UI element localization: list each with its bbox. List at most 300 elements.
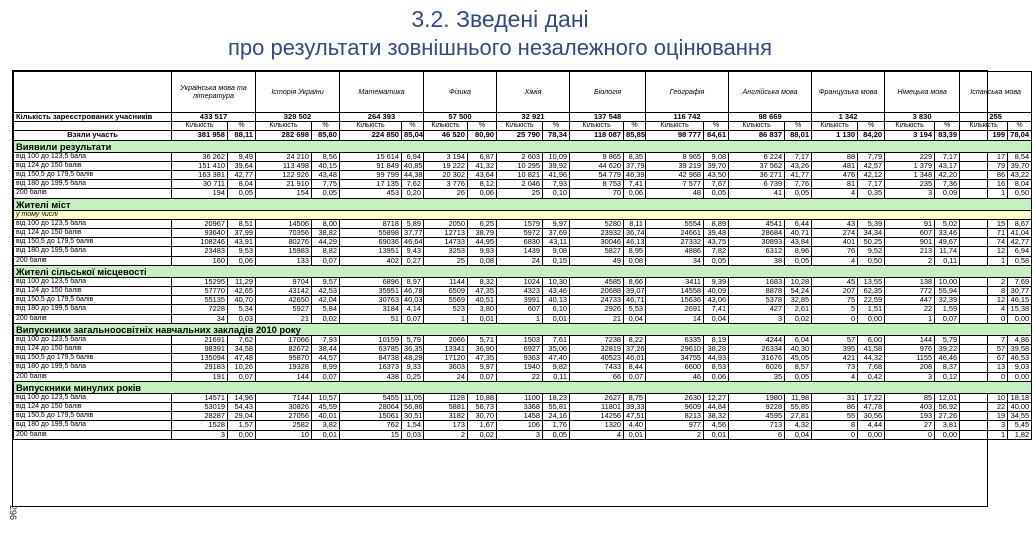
score-cell: 0,03 — [402, 430, 424, 439]
score-cell: 6312 — [729, 247, 785, 256]
took-part-cell: 84,20 — [858, 131, 885, 140]
score-cell: 8,67 — [1008, 219, 1032, 228]
score-cell: 3 — [885, 189, 935, 198]
subject-header: Біологія — [570, 72, 646, 113]
score-cell: 1155 — [885, 354, 935, 363]
score-cell: 42,77 — [228, 171, 256, 180]
score-cell: 0,01 — [624, 430, 646, 439]
score-cell: 2066 — [424, 335, 468, 344]
score-cell: 39,07 — [624, 287, 646, 296]
score-cell: 51 — [340, 314, 402, 323]
score-cell: 34,55 — [1008, 412, 1032, 421]
score-cell: 9,43 — [402, 247, 424, 256]
score-cell: 0,02 — [468, 430, 497, 439]
took-part-cell: 98 777 — [646, 131, 704, 140]
score-cell: 0 — [812, 314, 858, 323]
score-cell: 213 — [885, 247, 935, 256]
score-range-label: від 150,5 до 179,5 балів — [14, 412, 172, 421]
score-cell: 85 — [885, 393, 935, 402]
score-cell: 43,46 — [543, 287, 570, 296]
score-cell: 27,26 — [935, 412, 960, 421]
score-cell: 1320 — [570, 421, 624, 430]
score-cell: 32,85 — [785, 296, 812, 305]
score-cell: 144 — [256, 372, 312, 381]
score-range-label: 200 балів — [14, 256, 172, 265]
score-cell: 0,25 — [402, 372, 424, 381]
score-cell: 6,94 — [402, 152, 424, 161]
score-cell: 23483 — [172, 247, 228, 256]
score-cell: 55,94 — [935, 287, 960, 296]
score-cell: 84738 — [340, 354, 402, 363]
score-cell: 0,00 — [858, 430, 885, 439]
score-cell: 8,22 — [624, 335, 646, 344]
score-cell: 25 — [497, 189, 543, 198]
score-cell: 36,35 — [402, 345, 424, 354]
percent-header: % — [704, 122, 729, 131]
score-cell: 26334 — [729, 345, 785, 354]
score-row — [14, 189, 1032, 198]
score-cell: 44,57 — [312, 354, 340, 363]
score-cell: 10 — [960, 393, 1008, 402]
score-cell: 27 — [885, 421, 935, 430]
score-cell: 1 — [960, 256, 1008, 265]
registered-value: 57 500 — [424, 113, 497, 122]
score-cell: 7,62 — [402, 180, 424, 189]
score-cell: 19 — [960, 412, 1008, 421]
score-cell: 22 — [960, 403, 1008, 412]
registered-value: 264 393 — [340, 113, 424, 122]
score-cell: 43 — [812, 219, 858, 228]
score-cell: 44,29 — [312, 238, 340, 247]
score-cell: 55898 — [340, 229, 402, 238]
score-cell: 0,58 — [1008, 256, 1032, 265]
score-cell: 0,04 — [704, 314, 729, 323]
score-cell: 0 — [960, 314, 1008, 323]
score-cell: 3 — [960, 421, 1008, 430]
subject-header: Іспанська мова — [960, 72, 1032, 113]
score-cell: 8,97 — [402, 277, 424, 286]
score-cell: 7,68 — [858, 363, 885, 372]
score-row — [14, 363, 1032, 372]
registered-value: 1 342 — [812, 113, 885, 122]
score-cell: 2 — [646, 430, 704, 439]
score-cell: 55 — [812, 412, 858, 421]
score-cell: 42650 — [256, 296, 312, 305]
score-cell: 1 379 — [885, 161, 935, 170]
score-cell: 6,94 — [1008, 247, 1032, 256]
score-cell: 0,05 — [704, 256, 729, 265]
score-cell: 30,70 — [468, 412, 497, 421]
score-cell: 12 — [960, 247, 1008, 256]
score-cell: 5,34 — [228, 305, 256, 314]
score-cell: 5,89 — [402, 219, 424, 228]
count-header: Кількість — [646, 122, 704, 131]
score-cell: 6,87 — [468, 152, 497, 161]
score-cell: 0,11 — [935, 256, 960, 265]
score-cell: 42,04 — [312, 296, 340, 305]
score-cell: 39,48 — [704, 229, 729, 238]
subject-header: Хімія — [497, 72, 570, 113]
score-range-label: від 100 до 123,5 бала — [14, 152, 172, 161]
score-cell: 39,70 — [704, 161, 729, 170]
score-cell: 36,90 — [468, 345, 497, 354]
score-cell: 70356 — [256, 229, 312, 238]
score-cell: 14256 — [570, 412, 624, 421]
score-cell: 49 — [570, 256, 624, 265]
section-header-row — [14, 323, 1032, 335]
score-cell: 40,15 — [312, 161, 340, 170]
score-cell: 29,04 — [228, 412, 256, 421]
score-cell: 46,39 — [624, 171, 646, 180]
score-cell: 13 — [960, 363, 1008, 372]
score-cell: 10,26 — [228, 363, 256, 372]
score-cell: 86 — [812, 403, 858, 412]
score-cell: 6,00 — [858, 335, 885, 344]
score-cell: 15636 — [646, 296, 704, 305]
score-cell: 14571 — [172, 393, 228, 402]
score-cell: 229 — [885, 152, 935, 161]
score-cell: 0 — [960, 372, 1008, 381]
score-cell: 47,35 — [468, 287, 497, 296]
score-cell: 4,32 — [785, 421, 812, 430]
score-cell: 40,51 — [468, 296, 497, 305]
score-cell: 0,00 — [228, 430, 256, 439]
score-cell: 14733 — [424, 238, 468, 247]
score-cell: 6896 — [340, 277, 402, 286]
score-cell: 38,44 — [312, 345, 340, 354]
score-cell: 0,05 — [785, 189, 812, 198]
score-cell: 4323 — [497, 287, 543, 296]
score-cell: 0,27 — [402, 256, 424, 265]
score-cell: 33,46 — [935, 229, 960, 238]
score-cell: 3411 — [646, 277, 704, 286]
score-cell: 26 — [424, 189, 468, 198]
score-cell: 9,97 — [543, 219, 570, 228]
page-number — [6, 505, 18, 523]
score-cell: 453 — [340, 189, 402, 198]
registered-value: 32 921 — [497, 113, 570, 122]
took-part-cell: 83,39 — [935, 131, 960, 140]
score-cell: 0,01 — [704, 430, 729, 439]
score-cell: 2691 — [646, 305, 704, 314]
score-cell: 5,71 — [468, 335, 497, 344]
score-cell: 154 — [256, 189, 312, 198]
count-header: Кількість — [812, 122, 858, 131]
score-cell: 39,58 — [1008, 345, 1032, 354]
score-cell: 46,78 — [402, 287, 424, 296]
score-range-label: 200 балів — [14, 314, 172, 323]
score-cell: 1 — [960, 189, 1008, 198]
score-cell: 7,17 — [858, 180, 885, 189]
score-row — [14, 247, 1032, 256]
score-cell: 0,50 — [1008, 189, 1032, 198]
score-cell: 5,84 — [312, 305, 340, 314]
score-cell: 15061 — [340, 412, 402, 421]
score-cell: 22,59 — [858, 296, 885, 305]
score-range-label: від 100 до 123,5 бала — [14, 219, 172, 228]
score-cell: 36,74 — [624, 229, 646, 238]
score-cell: 9363 — [497, 354, 543, 363]
score-cell: 10 821 — [497, 171, 543, 180]
score-cell: 481 — [812, 161, 858, 170]
score-cell: 40,01 — [312, 412, 340, 421]
score-cell: 191 — [172, 372, 228, 381]
score-range-label: 200 балів — [14, 430, 172, 439]
score-cell: 762 — [340, 421, 402, 430]
score-cell: 57 — [812, 335, 858, 344]
score-cell: 6,44 — [785, 219, 812, 228]
score-cell: 45,59 — [312, 403, 340, 412]
score-cell: 8,32 — [468, 277, 497, 286]
score-cell: 3 — [729, 314, 785, 323]
score-cell: 0,07 — [312, 372, 340, 381]
score-cell: 6026 — [729, 363, 785, 372]
section-header-row — [14, 381, 1032, 393]
took-part-cell: 282 698 — [256, 131, 312, 140]
score-cell: 79 — [960, 161, 1008, 170]
score-cell: 49,67 — [935, 238, 960, 247]
score-cell: 2627 — [570, 393, 624, 402]
score-range-label: від 180 до 199,5 бала — [14, 247, 172, 256]
score-cell: 34,58 — [228, 345, 256, 354]
score-cell: 1528 — [172, 421, 228, 430]
score-cell: 11,98 — [785, 393, 812, 402]
score-cell: 194 — [172, 189, 228, 198]
score-cell: 43,26 — [785, 161, 812, 170]
score-cell: 24,16 — [543, 412, 570, 421]
score-cell: 12 — [960, 296, 1008, 305]
percent-header: % — [543, 122, 570, 131]
score-cell: 2 — [424, 430, 468, 439]
score-cell: 0,08 — [624, 256, 646, 265]
score-cell: 0,05 — [228, 189, 256, 198]
took-part-cell: 84,61 — [704, 131, 729, 140]
score-cell: 9,49 — [228, 152, 256, 161]
score-cell: 35 — [729, 372, 785, 381]
score-cell: 3182 — [424, 412, 468, 421]
score-cell: 8,82 — [312, 247, 340, 256]
score-cell: 12,01 — [935, 393, 960, 402]
score-cell: 50,25 — [858, 238, 885, 247]
score-range-label: від 124 до 150 балів — [14, 229, 172, 238]
score-cell: 21691 — [172, 335, 228, 344]
took-part-cell: 85,80 — [312, 131, 340, 140]
score-cell: 28287 — [172, 412, 228, 421]
score-cell: 138 — [885, 277, 935, 286]
score-cell: 108246 — [172, 238, 228, 247]
score-cell: 62,35 — [858, 287, 885, 296]
header-corner — [14, 72, 172, 113]
score-cell: 21 — [256, 314, 312, 323]
score-cell: 31 — [812, 393, 858, 402]
took-part-cell: 78,04 — [1008, 131, 1032, 140]
score-cell: 607 — [885, 229, 935, 238]
score-cell: 43,06 — [704, 296, 729, 305]
score-cell: 427 — [729, 305, 785, 314]
score-range-label: від 124 до 150 балів — [14, 287, 172, 296]
score-cell: 34 — [646, 256, 704, 265]
score-cell: 38,28 — [704, 345, 729, 354]
score-cell: 5,45 — [1008, 421, 1032, 430]
score-cell: 235 — [885, 180, 935, 189]
score-cell: 5569 — [424, 296, 468, 305]
score-cell: 0,11 — [543, 372, 570, 381]
score-cell: 1683 — [729, 277, 785, 286]
score-cell: 46,13 — [624, 238, 646, 247]
score-cell: 8,04 — [1008, 180, 1032, 189]
score-cell: 46,71 — [624, 296, 646, 305]
score-cell: 6,10 — [543, 305, 570, 314]
section-title: Жителі сільської місцевості — [14, 265, 1032, 277]
score-cell: 3 776 — [424, 180, 468, 189]
subject-header-row — [14, 72, 1032, 113]
score-cell: 1144 — [424, 277, 468, 286]
score-cell: 42,12 — [858, 171, 885, 180]
score-cell: 56,92 — [935, 403, 960, 412]
score-cell: 32,39 — [935, 296, 960, 305]
score-cell: 8,11 — [624, 219, 646, 228]
score-cell: 44,95 — [468, 238, 497, 247]
score-cell: 54 779 — [570, 171, 624, 180]
score-cell: 1980 — [729, 393, 785, 402]
score-range-label: від 124 до 150 балів — [14, 403, 172, 412]
score-cell: 15983 — [256, 247, 312, 256]
registered-row — [14, 113, 1032, 122]
score-cell: 7238 — [570, 335, 624, 344]
score-cell: 18,23 — [543, 393, 570, 402]
score-cell: 0,09 — [935, 189, 960, 198]
score-cell: 0,06 — [704, 372, 729, 381]
score-row — [14, 421, 1032, 430]
score-cell: 3,82 — [312, 421, 340, 430]
took-part-cell: 80,90 — [468, 131, 497, 140]
section-title: Випускники загальноосвітніх навчальних закладів 2010 року — [14, 323, 1032, 335]
score-cell: 11,05 — [402, 393, 424, 402]
score-cell: 23932 — [570, 229, 624, 238]
score-range-label: від 150,5 до 179,5 балів — [14, 238, 172, 247]
score-range-label: 200 балів — [14, 189, 172, 198]
subject-header: Фізика — [424, 72, 497, 113]
score-cell: 20688 — [570, 287, 624, 296]
score-cell: 0,50 — [858, 256, 885, 265]
score-cell: 40,09 — [704, 287, 729, 296]
score-cell: 0,06 — [228, 256, 256, 265]
score-cell: 7,17 — [785, 152, 812, 161]
registered-value: 137 548 — [570, 113, 646, 122]
score-cell: 0,08 — [468, 256, 497, 265]
score-cell: 9,53 — [228, 247, 256, 256]
score-cell: 2582 — [256, 421, 312, 430]
percent-header: % — [312, 122, 340, 131]
score-cell: 977 — [646, 421, 704, 430]
score-cell: 0,05 — [704, 189, 729, 198]
score-cell: 3 — [497, 430, 543, 439]
score-cell: 4 — [812, 372, 858, 381]
score-cell: 53019 — [172, 403, 228, 412]
score-cell: 47,40 — [543, 354, 570, 363]
score-cell: 57770 — [172, 287, 228, 296]
score-cell: 0,02 — [312, 314, 340, 323]
score-cell: 39,33 — [624, 403, 646, 412]
score-cell: 56,86 — [402, 403, 424, 412]
score-range-label: від 180 до 199,5 бала — [14, 363, 172, 372]
score-cell: 20 302 — [424, 171, 468, 180]
score-cell: 46,46 — [935, 354, 960, 363]
score-cell: 7,79 — [858, 152, 885, 161]
score-cell: 2,61 — [785, 305, 812, 314]
score-cell: 0,05 — [312, 189, 340, 198]
score-cell: 1100 — [497, 393, 543, 402]
score-cell: 0,07 — [312, 256, 340, 265]
took-part-cell: 88,11 — [228, 131, 256, 140]
score-cell: 30 711 — [172, 180, 228, 189]
score-cell: 38,82 — [312, 229, 340, 238]
score-cell: 8878 — [729, 287, 785, 296]
score-cell: 31676 — [729, 354, 785, 363]
score-cell: 7,76 — [785, 180, 812, 189]
score-cell: 163 381 — [172, 171, 228, 180]
score-cell: 2630 — [646, 393, 704, 402]
score-cell: 22 — [885, 305, 935, 314]
score-cell: 12713 — [424, 229, 468, 238]
count-header: Кількість — [570, 122, 624, 131]
score-cell: 17,22 — [858, 393, 885, 402]
count-header: Кількість — [256, 122, 312, 131]
score-cell: 54,43 — [228, 403, 256, 412]
score-cell: 1439 — [497, 247, 543, 256]
score-cell: 4886 — [646, 247, 704, 256]
score-cell: 37,77 — [402, 229, 424, 238]
score-range-label: 200 балів — [14, 372, 172, 381]
score-cell: 144 — [885, 335, 935, 344]
score-cell: 10 — [256, 430, 312, 439]
score-cell: 10,28 — [785, 277, 812, 286]
score-cell: 34 — [172, 314, 228, 323]
score-cell: 40,85 — [402, 161, 424, 170]
score-cell: 63785 — [340, 345, 402, 354]
score-cell: 13951 — [340, 247, 402, 256]
score-cell: 21 910 — [256, 180, 312, 189]
score-range-label: від 124 до 150 балів — [14, 345, 172, 354]
score-cell: 42,20 — [935, 171, 960, 180]
score-cell: 135094 — [172, 354, 228, 363]
score-cell: 0,00 — [1008, 314, 1032, 323]
score-cell: 421 — [812, 354, 858, 363]
score-cell: 6 — [729, 430, 785, 439]
score-cell: 28064 — [340, 403, 402, 412]
registered-value: 255 — [960, 113, 1032, 122]
score-cell: 44,38 — [402, 171, 424, 180]
score-cell: 3 — [172, 430, 228, 439]
score-cell: 0,04 — [624, 314, 646, 323]
score-cell: 42,77 — [1008, 238, 1032, 247]
score-cell: 4541 — [729, 219, 785, 228]
score-cell: 15295 — [172, 277, 228, 286]
score-cell: 106 — [497, 421, 543, 430]
score-cell: 14 — [646, 314, 704, 323]
score-cell: 1458 — [497, 412, 543, 421]
page-subtitle: про результати зовнішнього незалежного оцінювання — [228, 35, 772, 60]
score-cell: 43,17 — [935, 161, 960, 170]
score-cell: 24661 — [646, 229, 704, 238]
score-cell: 56,73 — [468, 403, 497, 412]
score-cell: 122 926 — [256, 171, 312, 180]
score-cell: 5,39 — [858, 219, 885, 228]
score-cell: 2 603 — [497, 152, 543, 161]
score-row — [14, 372, 1032, 381]
took-part-cell: 78,34 — [543, 131, 570, 140]
score-cell: 30826 — [256, 403, 312, 412]
